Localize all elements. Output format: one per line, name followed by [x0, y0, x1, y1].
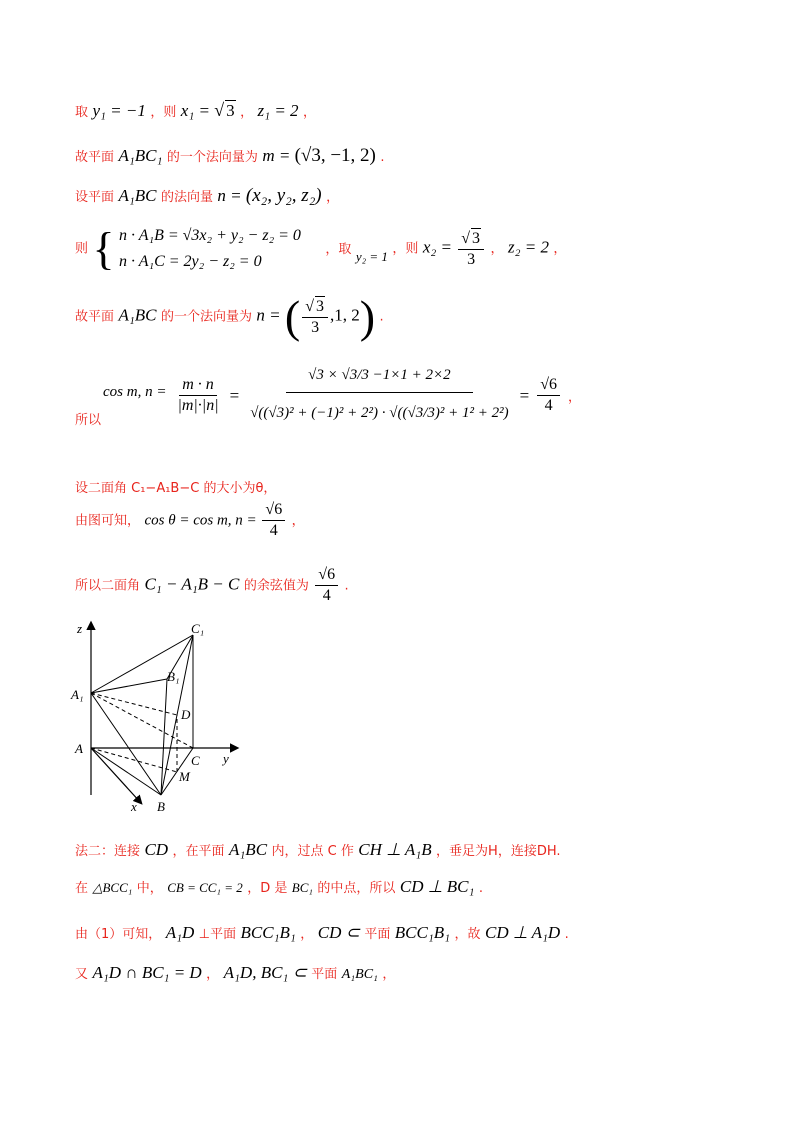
equation-system: n · A₁B = √3x₂ + y₂ − z₂ = 0 n · A₁C = 2y₂ − z₂ = 0: [119, 226, 301, 270]
line-12: 由（1）可知， A₁D ⊥平面 BCC₁B₁ ， CD ⊂ 平面 BCC₁B₁ ，故 CD ⊥ A₁D .: [75, 923, 569, 942]
line-6-cosine: cos m, n = 所以 $\frac{m \cdot n}{|m|\cdot|n|}$ = $\frac{√3 \times √3/3 -1\times 1 + 2\times 2}{\text{√((√3)² + (−1)² + 2²) · √((√3/3)² + 1² + 2²)}}$ = $\frac{√6}{4}$ ，: [75, 358, 581, 433]
line-7: 设二面角 C₁−A₁B−C 的大小为θ，: [75, 481, 277, 496]
big-fraction: $\frac{√3 \times √3/3 -1\times 1 + 2\times 2}{\text{√((√3)² + (−1)² + 2²) · √((√3/3)² + 1² + 2²)}}$: [247, 358, 511, 433]
label-D: D: [181, 707, 191, 722]
line-4: 则 { n · A₁B = √3x₂ + y₂ − z₂ = 0 n · A₁C = 2y₂ − z₂ = 0 ，取 y₂ = 1 ，则 x₂ = $\frac{√ 3}{3}$ ， z₂ = 2 ，: [75, 223, 567, 274]
label-B: B: [157, 799, 165, 814]
label-A1: A₁: [71, 687, 84, 702]
line-3: 设平面 A₁BC 的法向量 n = (x₂, y₂, z₂) ，: [75, 185, 340, 206]
line-8: 由图可知， cos θ = cos m, n = $\frac{√6}{4}$ ，: [75, 501, 305, 539]
line-11: 在 △BCC₁ 中， CB = CC₁ = 2 ，D 是 BC₁ 的中点，所以 CD ⊥ BC₁ .: [75, 877, 484, 896]
line-2: 故平面 A₁BC₁ 的一个法向量为 m = (√3, −1, 2) .: [75, 145, 385, 166]
label-x: x: [131, 799, 137, 814]
label-y: y: [223, 751, 229, 766]
label-z: z: [77, 621, 83, 636]
label-C1: C₁: [191, 621, 205, 636]
line-10: 法二：连接 CD ，在平面 A₁BC 内，过点 C 作 CH ⊥ A₁B ，垂足为H，连接DH.: [75, 840, 561, 859]
line-5: 故平面 A₁BC 的一个法向量为 n = ( $\frac{√ 3}{3}$ ,1, 2) .: [75, 291, 384, 342]
label-C: C: [191, 753, 200, 768]
line-13: 又 A₁D ∩ BC₁ = D ， A₁D, BC₁ ⊂ 平面 A₁BC₁ ，: [75, 963, 396, 982]
line-9: 所以二面角 C₁ − A₁B − C 的余弦值为 $\frac{√6}{4}$ .: [75, 566, 349, 604]
label-M: M: [179, 769, 190, 784]
prism-figure: [65, 615, 250, 815]
line-1: 取 y₁ = −1 ，则 x₁ = √ 3 ， z₁ = 2 ，: [75, 100, 317, 120]
label-A: A: [75, 741, 83, 756]
label-B1: B₁: [167, 669, 180, 684]
